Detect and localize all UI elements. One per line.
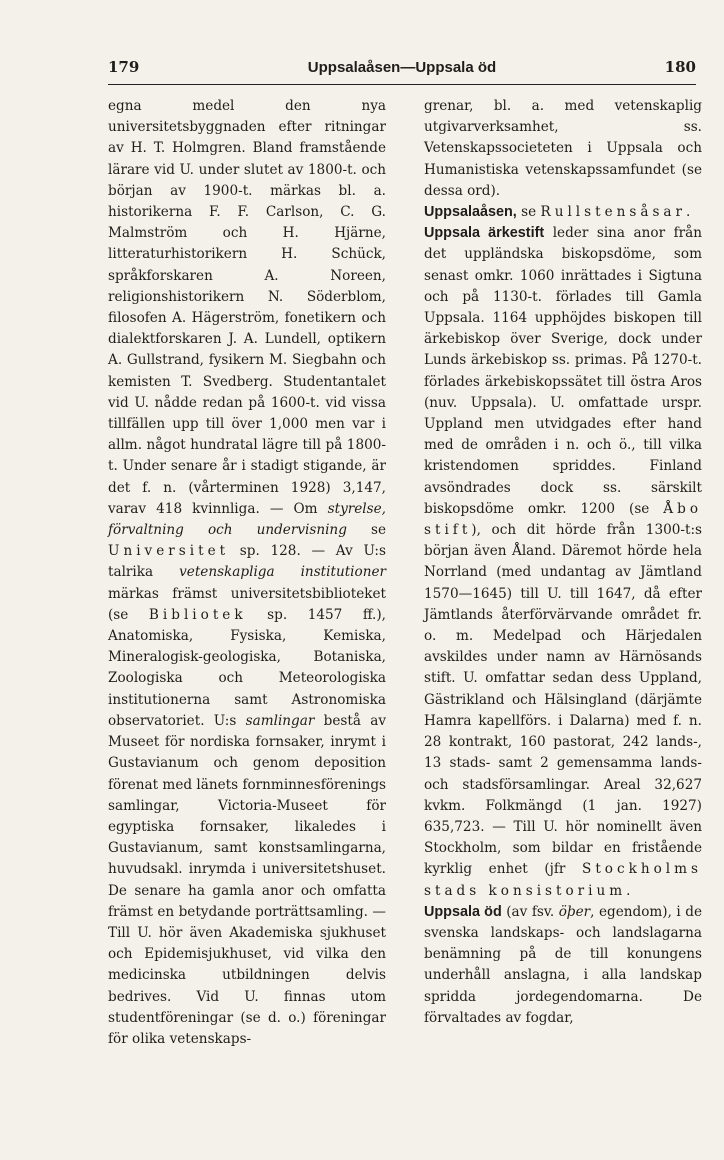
cross-reference: Åbo stift — [424, 500, 702, 539]
cross-reference: Rullstensåsar — [540, 204, 687, 221]
left-paragraph — [108, 96, 386, 1050]
cross-reference: Bibliotek — [148, 606, 247, 623]
running-header — [108, 58, 696, 82]
page-number-right: 180 — [664, 58, 696, 76]
continuation-paragraph — [424, 96, 702, 202]
entry-headword: Uppsala ärkestift — [424, 225, 545, 242]
text-run: se — [346, 522, 386, 539]
text-run: . — [626, 882, 631, 899]
entry-headword: Uppsala öd — [424, 903, 502, 920]
entry-uppsala-arkestift — [424, 223, 702, 902]
running-title: Uppsalaåsen—Uppsala öd — [307, 59, 497, 76]
cross-reference: Universitet — [108, 543, 230, 560]
text-run: grenar, bl. a. med vetenskaplig utgivarverksamhet, ss. Vetenskapssocieteten i Uppsala och Humanistiska vetenskapssamfundet (se dessa ord). — [424, 98, 702, 199]
italic-run: styrelse, förvaltning och undervisning — [108, 500, 386, 539]
text-run: egna medel den nya universitetsbyggnaden efter ritningar av H. T. Holmgren. Bland framstående lärare vid U. under slutet av 1800-t. och början av 1900-t. märkas bl. a. historikerna F. F. Carlson, C. G. Malmström och H. Hjärne, litteraturhistorikern H. Schück, språkforskaren A. Noreen, religionshistorikern N. Söderblom, filosofen A. Hägerström, fonetikern och dialektforskaren J. A. Lundell, optikern A. Gullstrand, fysikern M. Siegbahn och kemisten T. Svedberg. Studentantalet vid U. nådde redan på 1600-t. vid vissa tillfällen upp till över 1,000 men var i allm. något hundratal lägre till på 1800-t. Under senare år i stadigt stigande, är det f. n. (vårterminen 1928) 3,147, varav 418 kvinnliga. — Om — [108, 98, 386, 517]
italic-run: öþer — [558, 903, 591, 920]
entry-headword: Uppsalaåsen, — [424, 204, 517, 221]
text-run: märkas främst universitetsbiblioteket (se — [108, 585, 386, 623]
text-run: sp. 1457 ff.), Anatomiska, Fysiska, Kemiska, Mineralogisk-geologiska, Botaniska, Zoologiska och Meteorologiska institutionerna samt Astronomiska observatoriet. U:s — [108, 606, 386, 729]
text-run: . — [686, 204, 691, 221]
text-run: , egendom), i de svenska landskaps- och landslagarna benämning på de till konungens underhåll anslagna, i alla landskap spridda jordegendomarna. De förvaltades av fogdar, — [424, 903, 703, 1026]
italic-run: samlingar — [245, 712, 315, 729]
italic-run: vetenskapliga institutioner — [179, 564, 386, 581]
entry-uppsala-od — [424, 902, 702, 1029]
text-run: sp. 128. — Av U:s talrika — [108, 543, 386, 581]
header-rule — [108, 84, 696, 85]
text-run: ), och dit hörde från 1300-t:s början även Åland. Däremot hörde hela Norrland (med undantag av Jämtland 1570—1645) till U. till 1647, då efter Jämtlands återförvärvande området fr. o. m. Medelpad och Härjedalen avskildes under namn av Härnösands stift. U. omfattar sedan dess Uppland, Gästrikland och Hälsingland (därjämte Hamra kapellförs. i Dalarna) med f. n. 28 kontrakt, 160 pastorat, 242 lands-, 13 stads- samt 2 gemensamma lands- och stadsförsamlingar. Areal 32,627 kvkm. Folkmängd (1 jan. 1927) 635,723. — Till U. hör nominellt även Stockholm, som bildar en fristående kyrklig enhet (jfr — [424, 522, 702, 878]
entry-uppsalaasen — [424, 202, 702, 223]
text-run: (av fsv. — [501, 903, 559, 920]
text-run: se — [516, 204, 541, 221]
text-run: leder sina anor från det uppländska biskopsdöme, som senast omkr. 1060 inrättades i Sigtuna och på 1130-t. förlades till Gamla Uppsala. 1164 upphöjdes biskopen till ärkebiskop över Sverige, dock under Lunds ärkebiskop ss. primas. På 1270-t. förlades ärkebiskopssätet till östra Aros (nuv. Uppsala). U. omfattade urspr. Uppland men utvidgades efter hand med de områden i n. och ö., till vilka kristendomen spriddes. Finland avsöndrades dock ss. särskilt biskopsdöme omkr. 1200 (se — [424, 225, 702, 517]
left-column — [108, 96, 386, 1050]
page-number-left: 179 — [108, 58, 140, 76]
right-column — [424, 96, 702, 1029]
text-run: bestå av Museet för nordiska fornsaker, inrymt i Gustavianum och genom deposition förenat med länets fornminnesförenings samlingar, Victoria-Museet för egyptiska fornsaker, likaledes i Gustavianum, samt konstsamlingarna, huvudsakl. inrymda i universitetshuset. De senare ha gamla anor och omfatta främst en betydande porträttsamling. — Till U. hör även Akademiska sjukhuset och Epidemisjukhuset, vid vilka den medicinska utbildningen delvis bedrives. Vid U. finnas utom studentföreningar (se d. o.) föreningar för olika vetenskaps- — [108, 712, 387, 1047]
cross-reference: Stockholms stads konsistorium — [424, 861, 702, 899]
